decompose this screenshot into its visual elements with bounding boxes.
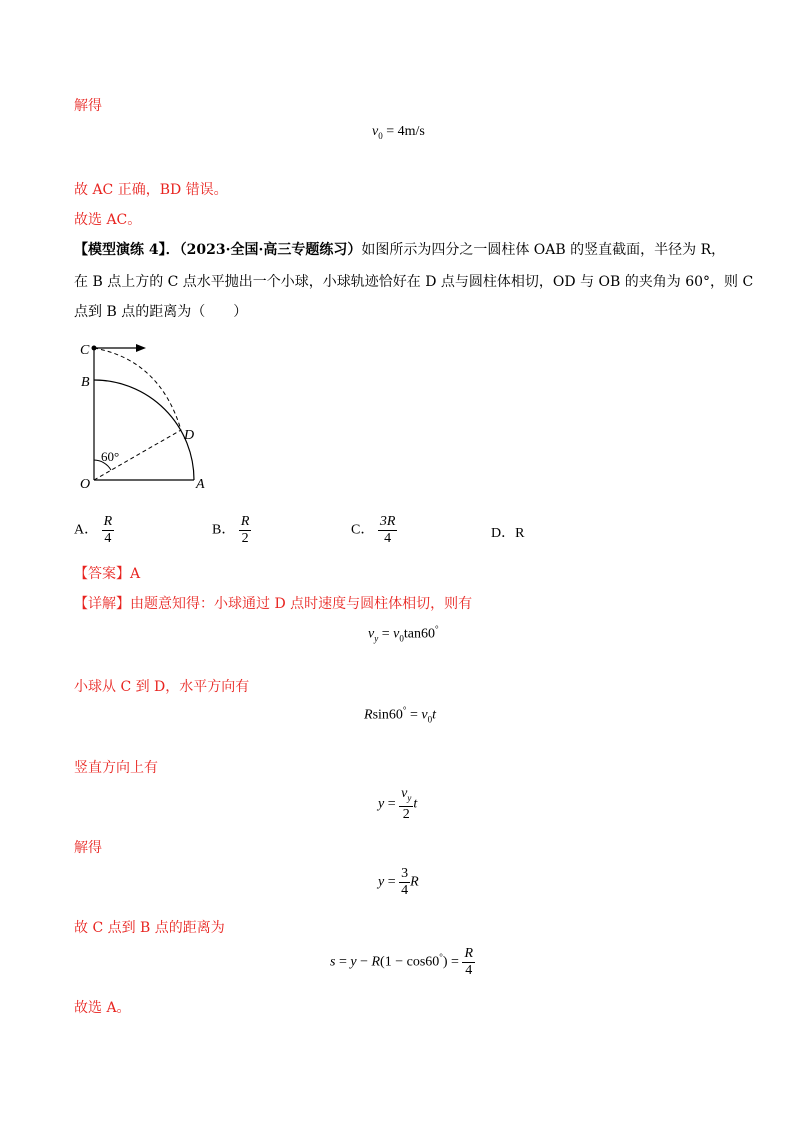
- equation-vertical: y = $\frac{v_y}{2}$ t: [378, 786, 418, 822]
- equation-vy: $v_y = v_0\tan 60^\circ$: [368, 624, 439, 644]
- arc-ba: [94, 380, 194, 480]
- problem-line-1: [74, 240, 725, 260]
- trajectory-cd: [94, 348, 181, 430]
- problem-tag: 【模型演练 4】: [74, 242, 166, 258]
- vertical-text: 竖直方向上有: [74, 760, 158, 776]
- option-b-label: B．: [212, 522, 236, 538]
- option-c[interactable]: [351, 514, 397, 547]
- label-c: C: [80, 343, 90, 358]
- quarter-cylinder-diagram: [70, 335, 220, 495]
- solve-label-2: 解得: [74, 840, 102, 856]
- label-d: D: [184, 428, 195, 443]
- option-c-fraction: $\frac{3R}{4}$: [379, 514, 396, 546]
- option-b-fraction: $\frac{R}{2}$: [240, 514, 250, 546]
- option-d[interactable]: D．R: [491, 526, 525, 541]
- choice-text-1: 故选 AC。: [74, 212, 142, 228]
- option-a-label: A．: [74, 522, 99, 538]
- choice-text-2: 故选 A。: [74, 1000, 131, 1016]
- option-b[interactable]: [212, 514, 251, 547]
- label-a: A: [196, 477, 205, 492]
- label-angle: 60°: [101, 449, 120, 464]
- problem-line-1-tail: 如图所示为四分之一圆柱体 OAB 的竖直截面，半径为 R，: [361, 242, 726, 258]
- option-a[interactable]: [74, 514, 114, 547]
- label-o: O: [80, 477, 91, 492]
- equation-v0: $v_0 = 4m/s$: [372, 124, 425, 141]
- equation-y: y = $\frac{3}{4}$ R: [378, 866, 419, 898]
- conclusion-text: 故 AC 正确，BD 错误。: [74, 182, 228, 198]
- problem-source: ．（2023·全国·高三专题练习）: [165, 242, 362, 258]
- option-a-fraction: $\frac{R}{4}$: [103, 514, 113, 546]
- solve-label-1: 解得: [74, 98, 102, 114]
- answer-text: 【答案】A: [74, 566, 141, 582]
- problem-line-3: 点到 B 点的距离为（ ）: [74, 304, 248, 320]
- equation-s: s = y − R(1 − cos60°) = $\frac{R}{4}$: [330, 946, 474, 978]
- horizontal-text: 小球从 C 到 D，水平方向有: [74, 679, 250, 695]
- distance-text: 故 C 点到 B 点的距离为: [74, 920, 225, 936]
- equation-horizontal: $Rsin60^\circ = v_0t$: [364, 705, 437, 725]
- problem-line-2: 在 B 点上方的 C 点水平抛出一个小球，小球轨迹恰好在 D 点与圆柱体相切，OD 与 OB 的夹角为 60°，则 C: [74, 274, 754, 290]
- detail-text: 【详解】由题意知得：小球通过 D 点时速度与圆柱体相切，则有: [74, 596, 473, 612]
- label-b: B: [81, 375, 90, 390]
- option-c-label: C．: [351, 522, 375, 538]
- arrow-head-icon: [136, 344, 146, 352]
